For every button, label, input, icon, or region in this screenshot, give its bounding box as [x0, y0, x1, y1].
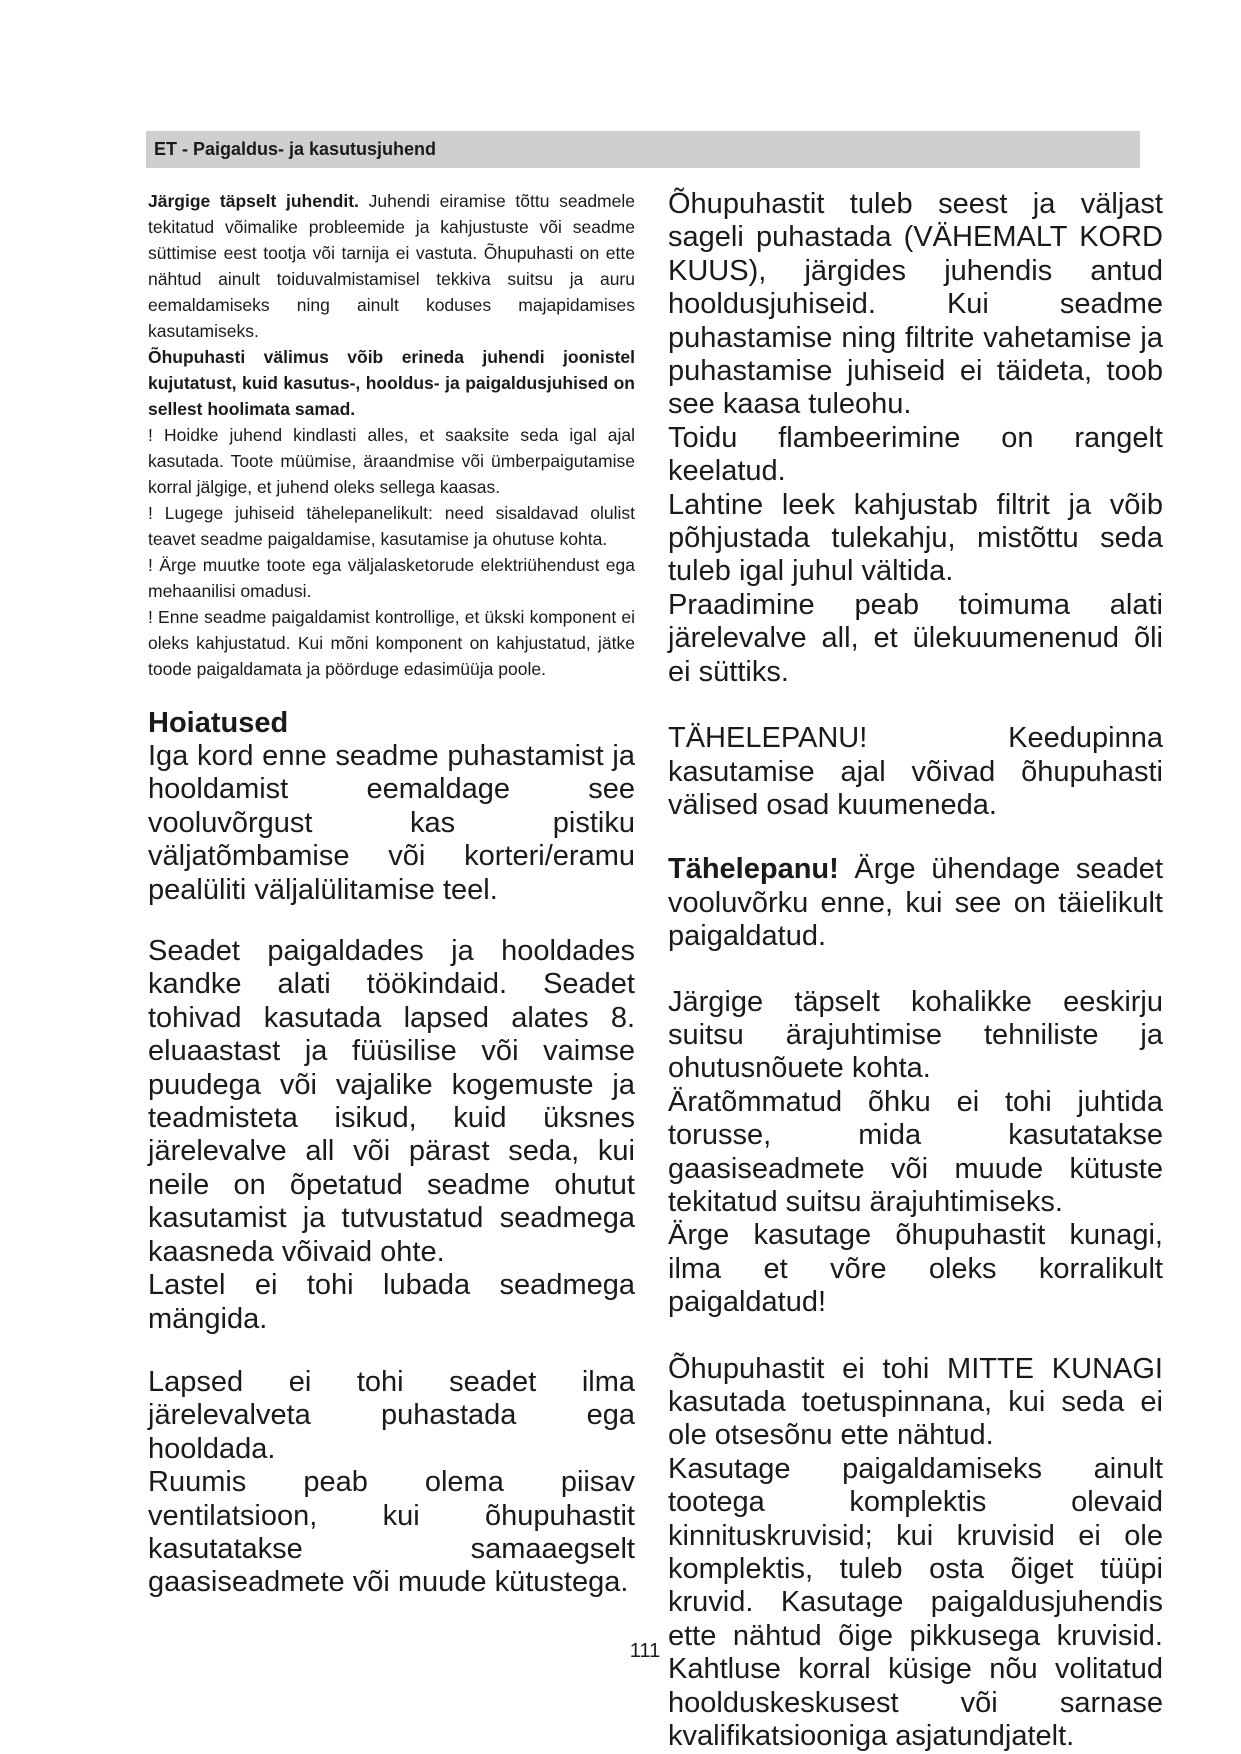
intro-text: Juhendi eiramise tõttu seadmele tekitatud võimalike probleemide ja kahjustuste või seadme süttimise eest tootja või tarnija ei vastuta. Õhupuhasti on ette nähtud ainult toiduvalmistamisel tekkiva suitsu ja auru eemaldamiseks ning ainult koduses majapidamises kasutamiseks.	[148, 191, 635, 341]
support-surface-paragraph: Õhupuhastit ei tohi MITTE KUNAGI kasutada toetuspinnana, kui seda ei ole otsesõnu ette nähtud.	[668, 1352, 1163, 1452]
intro-paragraph-4: ! Lugege juhiseid tähelepanelikult: need sisaldavad olulist teavet seadme paigaldamise, kasutamise ja ohutuse kohta.	[148, 503, 635, 549]
left-column	[148, 188, 635, 1600]
notice-bold-lead: Tähelepanu!	[668, 853, 839, 886]
warning-paragraph-1: Iga kord enne seadme puhastamist ja hooldamist eemaldage see vooluvõrgust kas pistiku väljatõmbamise või korteri/eramu pealüliti väljalülitamise teel.	[148, 740, 635, 906]
warning-paragraph-5: Ruumis peab olema piisav ventilatsioon, kui õhupuhastit kasutatakse samaaegselt gaasiseadmete või muude kütustega.	[148, 1466, 635, 1599]
regulations-paragraph: Järgige täpselt kohalikke eeskirju suitsu ärajuhtimise tehniliste ja ohutusnõuete kohta.	[668, 985, 1163, 1085]
screws-paragraph: Kasutage paigaldamiseks ainult tootega komplektis olevaid kinnituskruvisid; kui kruvisid ei ole komplektis, tuleb osta õiget tüüpi kruvid. Kasutage paigaldusjuhendis ette nähtud õige pikkusega kruvisid. Kahtluse korral küsige nõu volitatud hoolduskeskusest või sarnase kvalifikatsiooniga asjatundjatelt.	[668, 1452, 1163, 1753]
open-flame-paragraph: Lahtine leek kahjustab filtrit ja võib põhjustada tulekahju, mistõttu seda tuleb igal juhul vältida.	[668, 488, 1163, 588]
warning-paragraph-3: Lastel ei tohi lubada seadmega mängida.	[148, 1269, 635, 1335]
frying-paragraph: Praadimine peab toimuma alati järelevalve all, et ülekuumenenud õli ei süttiks.	[668, 588, 1163, 688]
warning-paragraph-4: Lapsed ei tohi seadet ilma järelevalveta puhastada ega hooldada.	[148, 1365, 635, 1465]
warnings-heading: Hoiatused	[148, 707, 289, 739]
attention-paragraph: TÄHELEPANU! Keedupinna kasutamise ajal võivad õhupuhasti välised osad kuumeneda.	[668, 722, 1163, 821]
notice-text: Ärge ühendage seadet vooluvõrku enne, kui see on täielikult paigaldatud.	[668, 853, 1163, 953]
intro-bold-lead: Järgige täpselt juhendit.	[148, 191, 359, 211]
cleaning-paragraph: Õhupuhastit tuleb seest ja väljast sageli puhastada (VÄHEMALT KORD KUUS), järgides juhendis antud hooldusjuhiseid. Kui seadme puhastamise ning filtrite vahetamise ja puhastamise juhiseid ei täideta, toob see kaasa tuleohu.	[668, 188, 1163, 421]
page-number: 111	[629, 1640, 661, 1662]
flambe-paragraph: Toidu flambeerimine on rangelt keelatud.	[668, 421, 1163, 488]
intro-paragraph-2: Õhupuhasti välimus võib erineda juhendi joonistel kujutatust, kuid kasutus-, hooldus- ja paigaldusjuhised on sellest hoolimata samad.	[148, 347, 635, 419]
exhaust-paragraph: Äratõmmatud õhku ei tohi juhtida torusse, mida kasutatakse gaasiseadmete või muude kütuste tekitatud suitsu ärajuhtimiseks.	[668, 1085, 1163, 1218]
notice-paragraph	[668, 853, 1163, 953]
intro-paragraph-5: ! Ärge muutke toote ega väljalasketorude elektriühendust ega mehaanilisi omadusi.	[148, 555, 635, 601]
intro-paragraph-6: ! Enne seadme paigaldamist kontrollige, et ükski komponent ei oleks kahjustatud. Kui mõni komponent on kahjustatud, jätke toode paigaldamata ja pöörduge edasimüüja poole.	[148, 607, 635, 679]
header-bar	[146, 131, 1140, 168]
intro-paragraph-1	[148, 188, 635, 344]
header-title: ET - Paigaldus- ja kasutusjuhend	[154, 139, 437, 159]
right-column	[668, 188, 1163, 1753]
warning-paragraph-2: Seadet paigaldades ja hooldades kandke alati töökindaid. Seadet tohivad kasutada lapsed alates 8. eluaastast ja füüsilise või vaimse puudega või vajalike kogemuste ja teadmisteta isikud, kuid üksnes järelevalve all või pärast seda, kui neile on õpetatud seadme ohutut kasutamist ja tutvustatud seadmega kaasneda võivaid ohte.	[148, 935, 635, 1268]
grille-paragraph: Ärge kasutage õhupuhastit kunagi, ilma et võre oleks korralikult paigaldatud!	[668, 1219, 1163, 1319]
intro-paragraph-3: ! Hoidke juhend kindlasti alles, et saaksite seda igal ajal kasutada. Toote müümise, äraandmise või ümberpaigutamise korral jälgige, et juhend oleks sellega kaasas.	[148, 425, 635, 497]
